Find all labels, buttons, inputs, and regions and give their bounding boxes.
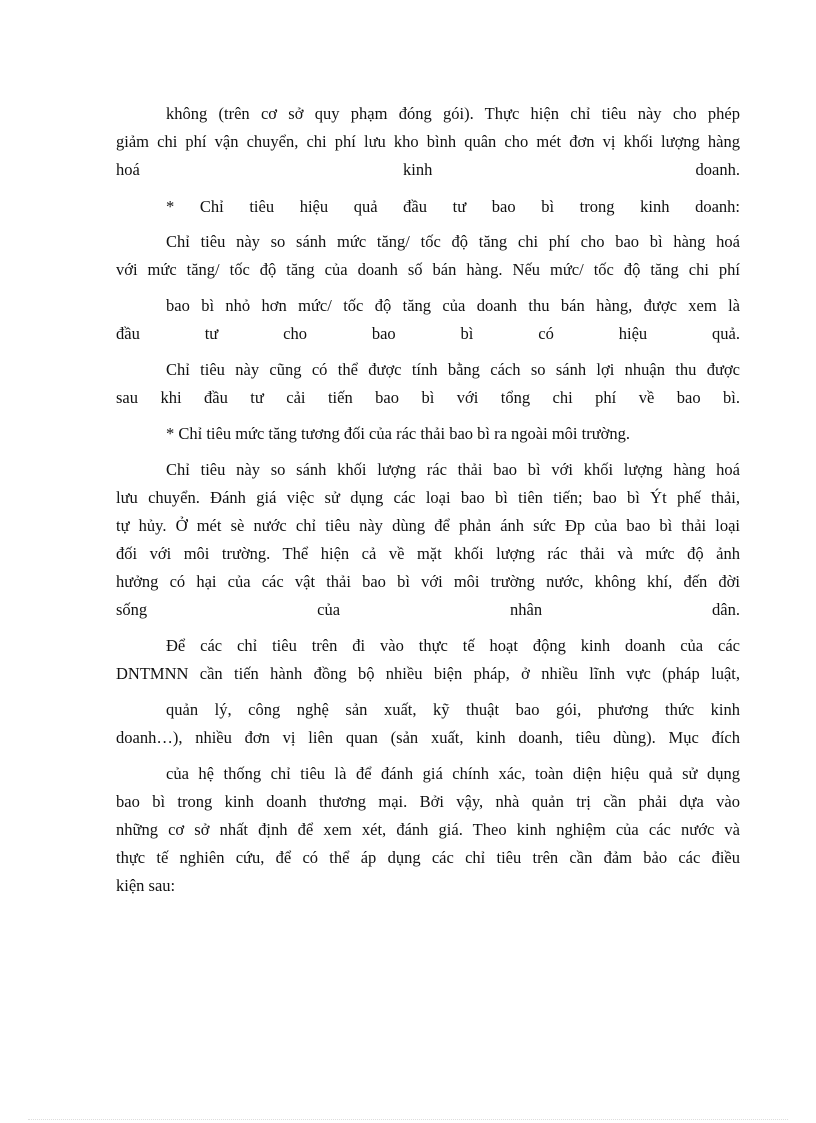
text-line: bao bì nhỏ hơn mức/ tốc độ tăng của doanh thu bán hàng, được xem là <box>166 296 740 315</box>
text-line: * Chỉ tiêu mức tăng tương đối của rác thải bao bì ra ngoài môi trường. <box>166 424 631 443</box>
text-line: thực tế nghiên cứu, để có thể áp dụng các chỉ tiêu trên cần đảm bảo các điều <box>116 848 740 867</box>
text-line: kiện sau: <box>116 876 176 895</box>
text-line: bao bì trong kinh doanh thương mại. Bởi vậy, nhà quản trị cần phải dựa vào <box>116 792 740 811</box>
text-line: tự hủy. Ở mét sè nước chỉ tiêu này dùng để phản ánh sức Ðp của bao bì thải loại <box>116 516 740 535</box>
text-line: đối với môi trường. Thể hiện cả về mặt khối lượng rác thải và mức độ ảnh <box>116 544 740 563</box>
text-line: hưởng có hại của các vật thải bao bì với môi trường nước, không khí, đến đời <box>116 572 740 591</box>
text-line: sống của nhân dân. <box>116 600 740 619</box>
text-line: doanh…), nhiều đơn vị liên quan (sản xuất, kinh doanh, tiêu dùng). Mục đích <box>116 728 740 747</box>
text-line: DNTMNN cần tiến hành đồng bộ nhiều biện pháp, ở nhiều lĩnh vực (pháp luật, <box>116 664 740 683</box>
text-line: của hệ thống chỉ tiêu là để đánh giá chính xác, toàn diện hiệu quả sử dụng <box>166 764 740 783</box>
text-line: quản lý, công nghệ sản xuất, kỹ thuật bao gói, phương thức kinh <box>166 700 740 719</box>
text-line: Chỉ tiêu này so sánh mức tăng/ tốc độ tăng chi phí cho bao bì hàng hoá <box>166 232 740 251</box>
text-line: sau khi đầu tư cải tiến bao bì với tổng chi phí về bao bì. <box>116 388 740 407</box>
text-line: đầu tư cho bao bì có hiệu quả. <box>116 324 740 343</box>
text-line: Chỉ tiêu này cũng có thể được tính bằng cách so sánh lợi nhuận thu được <box>166 360 740 379</box>
text-line: những cơ sở nhất định để xem xét, đánh giá. Theo kinh nghiệm của các nước và <box>116 820 740 839</box>
text-line: giảm chi phí vận chuyển, chi phí lưu kho bình quân cho mét đơn vị khối lượng hàng <box>116 132 740 151</box>
page-bottom-divider <box>28 1119 788 1120</box>
text-line: Để các chỉ tiêu trên đi vào thực tế hoạt động kinh doanh của các <box>166 636 740 655</box>
text-line: * Chỉ tiêu hiệu quả đầu tư bao bì trong kinh doanh: <box>166 197 740 216</box>
text-line: hoá kinh doanh. <box>116 160 740 179</box>
text-line: với mức tăng/ tốc độ tăng của doanh số bán hàng. Nếu mức/ tốc độ tăng chi phí <box>116 260 740 279</box>
text-line: lưu chuyển. Đánh giá việc sử dụng các loại bao bì tiên tiến; bao bì Ýt phế thải, <box>116 488 740 507</box>
text-line: Chỉ tiêu này so sánh khối lượng rác thải bao bì với khối lượng hàng hoá <box>166 460 740 479</box>
text-line: không (trên cơ sở quy phạm đóng gói). Thực hiện chỉ tiêu này cho phép <box>166 104 740 123</box>
